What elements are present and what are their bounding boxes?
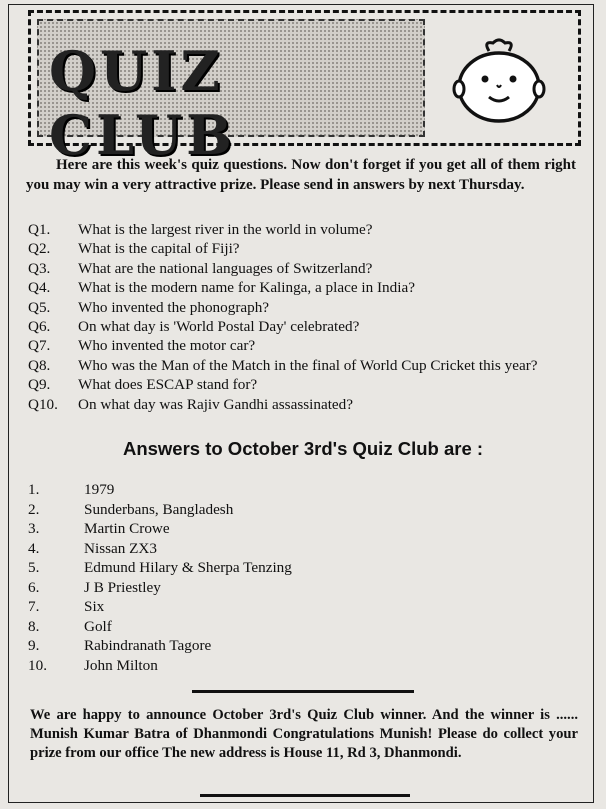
- answer-item: 7. Six: [28, 598, 105, 615]
- question-item: Q4. What is the modern name for Kalinga, a place in India?: [28, 279, 415, 297]
- divider-bottom: [200, 794, 410, 797]
- intro-paragraph: [26, 155, 576, 195]
- winner-announcement: We are happy to announce October 3rd's Quiz Club winner. And the winner is ...... Munish Kumar Batra of Dhanmondi Congratulations Munish! Please do collect your prize from our office The new address is House 11, Rd 3, Dhanmondi.: [30, 707, 578, 761]
- answer-item: 6. J B Priestley: [28, 578, 161, 596]
- answer-item: 5. Edmund Hilary & Sherpa Tenzing: [28, 559, 292, 576]
- question-item: Q5. Who invented the phonograph?: [28, 298, 270, 316]
- question-list: [28, 220, 583, 414]
- answer-item: 10. John Milton: [28, 656, 158, 674]
- question-item: Q10. On what day was Rajiv Gandhi assassinated?: [28, 395, 353, 413]
- baby-face-icon: [449, 37, 549, 127]
- quiz-club-header: [28, 10, 581, 167]
- divider-top: [192, 690, 414, 693]
- question-item: Q7. Who invented the motor car?: [28, 337, 256, 355]
- answer-item: 1. 1979: [28, 481, 115, 498]
- intro-text: Here are this week's quiz questions. Now don't forget if you get all of them right you may win a very attractive prize. Please send in answers by next Thursday.: [26, 157, 576, 193]
- question-item: Q6. On what day is 'World Postal Day' celebrated?: [28, 318, 360, 336]
- answer-list: [28, 480, 428, 675]
- answer-item: 9. Rabindranath Tagore: [28, 637, 212, 654]
- question-item: Q2. What is the capital of Fiji?: [28, 240, 240, 258]
- question-item: Q3. What are the national languages of Switzerland?: [28, 259, 373, 277]
- answer-item: 8. Golf: [28, 617, 112, 635]
- question-item: Q9. What does ESCAP stand for?: [28, 376, 258, 394]
- question-item: Q8. Who was the Man of the Match in the final of World Cup Cricket this year?: [28, 356, 538, 374]
- page-title: QUIZ CLUB: [49, 39, 236, 167]
- answers-heading: Answers to October 3rd's Quiz Club are :: [122, 438, 484, 459]
- question-item: Q1. What is the largest river in the world in volume?: [28, 221, 373, 238]
- answer-item: 3. Martin Crowe: [28, 520, 170, 537]
- answer-item: 4. Nissan ZX3: [28, 539, 157, 557]
- answer-item: 2. Sunderbans, Bangladesh: [28, 500, 234, 518]
- title-panel: [37, 19, 425, 167]
